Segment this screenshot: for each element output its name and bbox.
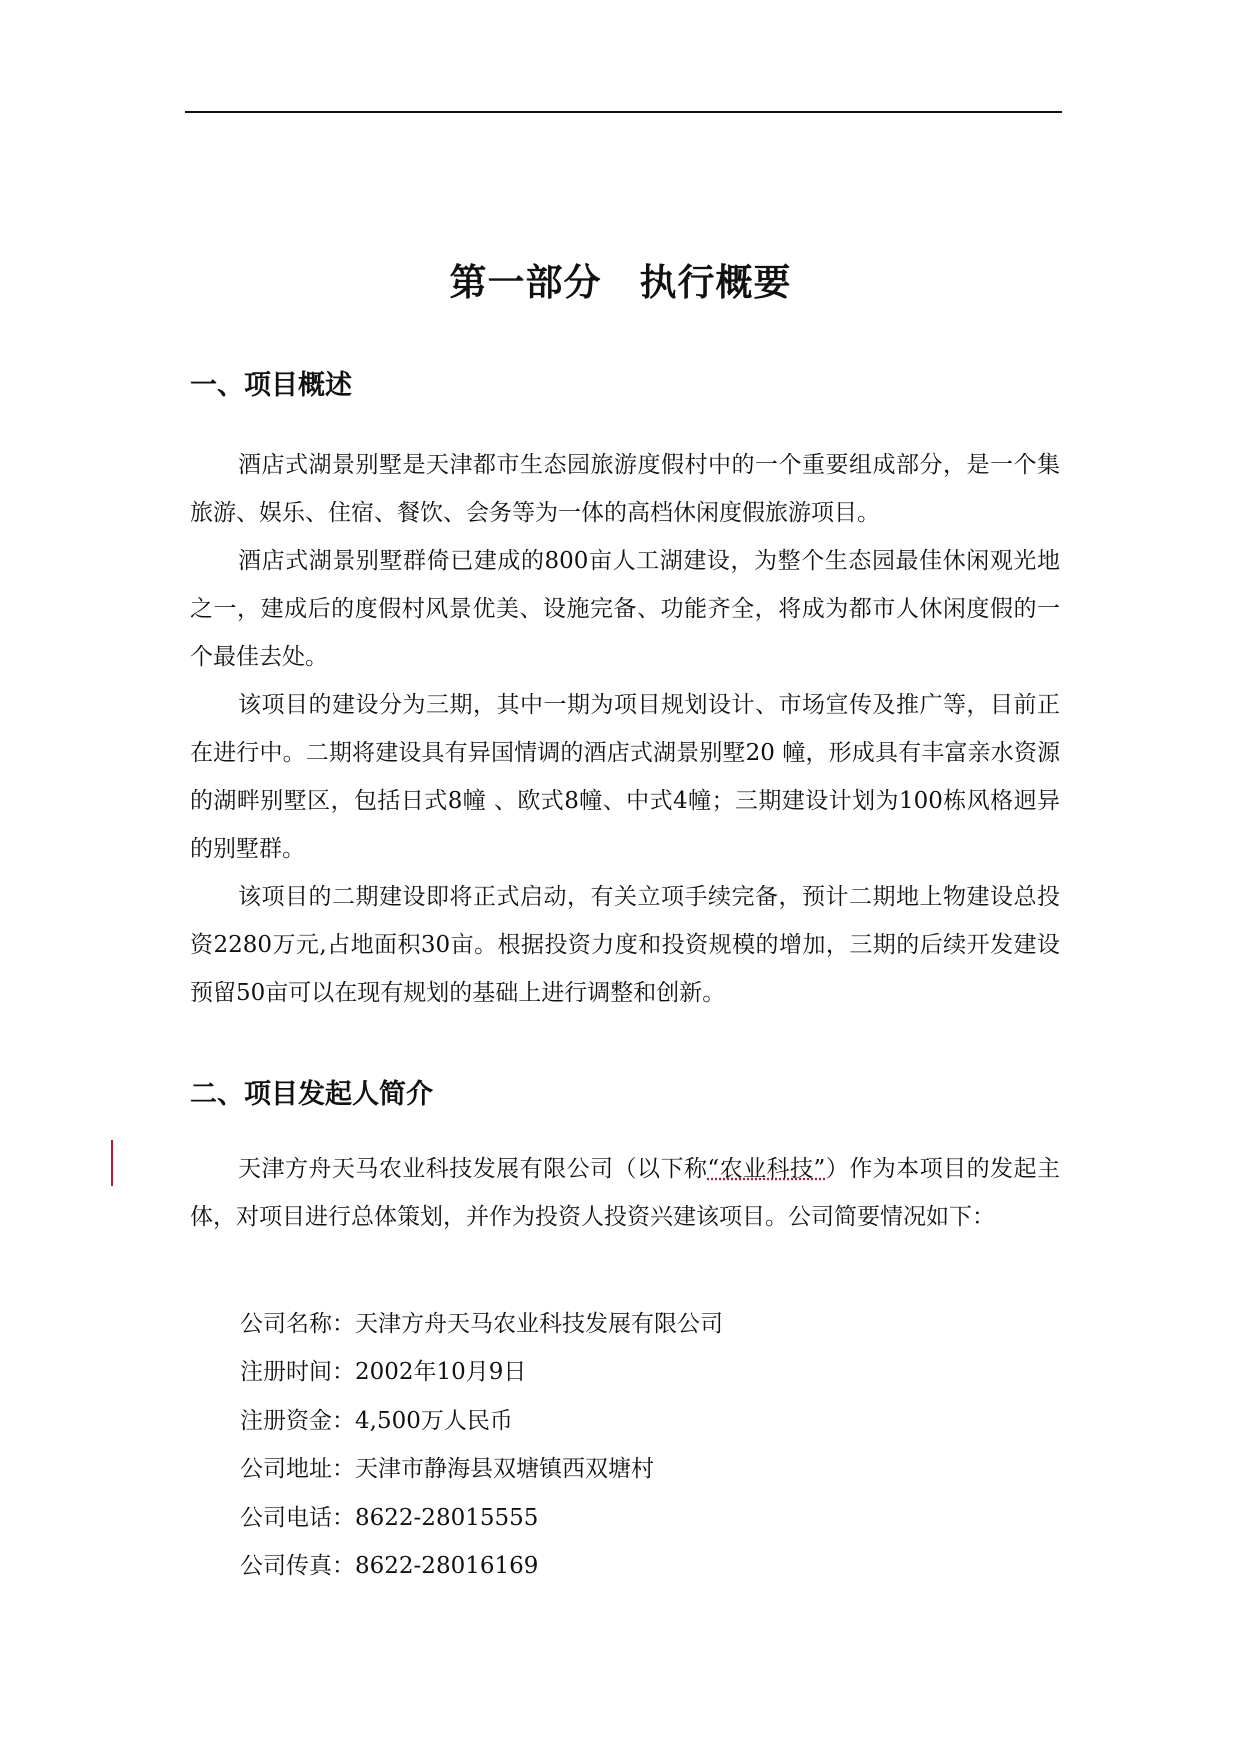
- tracked-change-quote: “农业科技”: [707, 1156, 826, 1182]
- company-info-row: [240, 1397, 723, 1445]
- paragraph: 酒店式湖景别墅群倚已建成的800亩人工湖建设，为整个生态园最佳休闲观光地之一，建成后的度假村风景优美、设施完备、功能齐全，将成为都市人休闲度假的一个最佳去处。: [190, 548, 1060, 670]
- info-value: 天津市静海县双塘镇西双塘村: [355, 1456, 654, 1483]
- paragraph: 酒店式湖景别墅是天津都市生态园旅游度假村中的一个重要组成部分，是一个集旅游、娱乐、住宿、餐饮、会务等为一体的高档休闲度假旅游项目。: [190, 452, 1060, 526]
- company-info-row: [240, 1300, 723, 1348]
- info-value: 天津方舟天马农业科技发展有限公司: [355, 1311, 723, 1337]
- info-label: 公司传真：: [240, 1553, 355, 1580]
- paragraph: 该项目的二期建设即将正式启动，有关立项手续完备，预计二期地上物建设总投资2280万元,占地面积30亩。根据投资力度和投资规模的增加，三期的后续开发建设预留50亩可以在现有规划的基础上进行调整和创新。: [190, 884, 1060, 1006]
- company-info-row: [240, 1348, 723, 1396]
- revision-change-bar: [111, 1140, 113, 1186]
- section-heading-overview: 一、项目概述: [190, 370, 352, 401]
- sponsor-intro-paragraph: [190, 1145, 1060, 1241]
- info-label: 公司电话：: [240, 1504, 355, 1531]
- company-info-row: [240, 1542, 723, 1590]
- info-label: 注册资金：: [240, 1407, 355, 1434]
- header-rule: [185, 111, 1062, 113]
- info-value: 4,500万人民币: [355, 1407, 513, 1434]
- intro-text: ）作为本项目的发起主体，对项目进行总体策划，并作为投资人投资兴建该项目。公司简要情况如下：: [190, 1156, 1061, 1230]
- company-info-list: [240, 1300, 723, 1590]
- page-title: 第一部分 执行概要: [449, 261, 792, 304]
- sponsor-body: [190, 1145, 1060, 1241]
- paragraph: 该项目的建设分为三期，其中一期为项目规划设计、市场宣传及推广等，目前正在进行中。二期将建设具有异国情调的酒店式湖景别墅20 幢，形成具有丰富亲水资源的湖畔别墅区，包括日式8幢 、欧式8幢、中式4幢；三期建设计划为100栋风格迥异的别墅群。: [190, 692, 1060, 862]
- info-value: 8622-28015555: [355, 1504, 539, 1531]
- company-info-row: [240, 1445, 723, 1493]
- info-label: 公司名称：: [240, 1311, 355, 1337]
- section-heading-sponsor: 二、项目发起人简介: [190, 1079, 433, 1110]
- company-info-row: [240, 1494, 723, 1542]
- info-label: 注册时间：: [240, 1359, 355, 1386]
- info-value: 2002年10月9日: [355, 1359, 527, 1386]
- overview-body: [190, 441, 1060, 1017]
- info-label: 公司地址：: [240, 1456, 355, 1483]
- intro-text: 天津方舟天马农业科技发展有限公司（以下称: [238, 1156, 708, 1182]
- info-value: 8622-28016169: [355, 1553, 539, 1580]
